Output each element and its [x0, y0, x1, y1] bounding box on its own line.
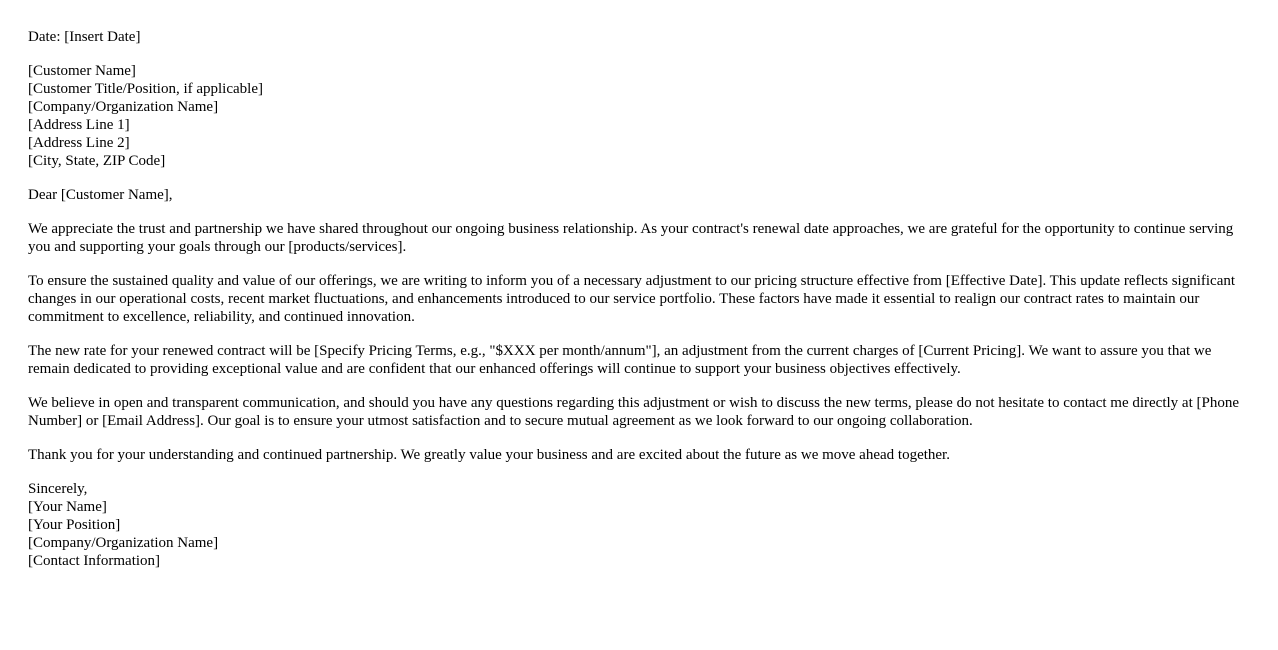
signature-block [28, 480, 1250, 570]
date-line: Date: [Insert Date] [28, 29, 141, 45]
recipient-address-line-1: [Address Line 1] [28, 117, 130, 133]
signer-position: [Your Position] [28, 517, 121, 533]
body-paragraph-thanks: Thank you for your understanding and continued partnership. We greatly value your business and are excited about the future as we move ahead together. [28, 447, 950, 463]
closing: Sincerely, [28, 481, 88, 497]
recipient-company: [Company/Organization Name] [28, 99, 219, 115]
signer-contact-information: [Contact Information] [28, 553, 161, 569]
body-paragraph-new-rate: The new rate for your renewed contract will be [Specify Pricing Terms, e.g., "$XXX per month/annum"], an adjustment from the current charges of [Current Pricing]. We want to assure you that we remain dedicated to providing exceptional value and are confident that our enhanced offerings will continue to support your business objectives effectively. [28, 343, 1212, 377]
body-paragraph-contact: We believe in open and transparent communication, and should you have any questions regarding this adjustment or wish to discuss the new terms, please do not hesitate to contact me directly at [Phone Number] or [Email Address]. Our goal is to ensure your utmost satisfaction and to secure mutual agreement as we look forward to our ongoing collaboration. [28, 395, 1239, 429]
recipient-name: [Customer Name] [28, 63, 136, 79]
signer-company: [Company/Organization Name] [28, 535, 219, 551]
recipient-address-block [28, 62, 1250, 170]
salutation: Dear [Customer Name], [28, 187, 173, 203]
letter-document [28, 28, 1250, 586]
signer-name: [Your Name] [28, 499, 107, 515]
body-paragraph-pricing-adjustment: To ensure the sustained quality and value of our offerings, we are writing to inform you of a necessary adjustment to our pricing structure effective from [Effective Date]. This update reflects significant changes in our operational costs, recent market fluctuations, and enhancements introduced to our service portfolio. These factors have made it essential to realign our contract rates to maintain our commitment to excellence, reliability, and continued innovation. [28, 273, 1236, 325]
recipient-city-state-zip: [City, State, ZIP Code] [28, 153, 166, 169]
recipient-title: [Customer Title/Position, if applicable] [28, 81, 263, 97]
recipient-address-line-2: [Address Line 2] [28, 135, 130, 151]
body-paragraph-appreciation: We appreciate the trust and partnership we have shared throughout our ongoing business relationship. As your contract's renewal date approaches, we are grateful for the opportunity to continue serving you and supporting your goals through our [products/services]. [28, 221, 1234, 255]
